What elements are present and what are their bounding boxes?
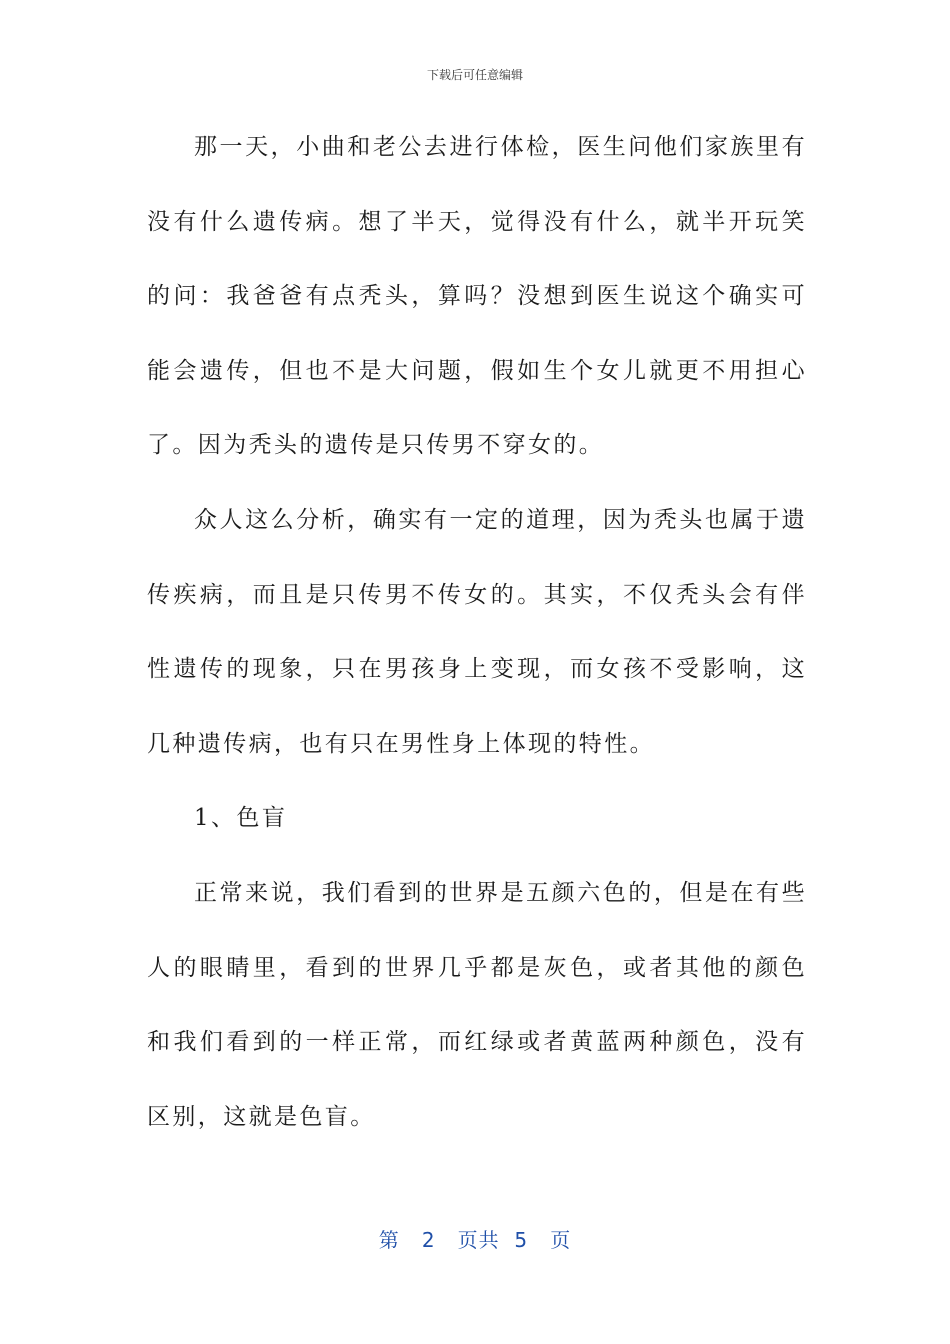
document-body — [147, 110, 807, 1154]
footer-prefix: 第 — [378, 1228, 400, 1252]
footer-middle: 页共 — [457, 1228, 500, 1252]
current-page-number: 2 — [421, 1228, 436, 1252]
paragraph: 众人这么分析，确实有一定的道理，因为秃头也属于遗传疾病，而且是只传男不传女的。其实，不仅秃头会有伴性遗传的现象，只在男孩身上变现，而女孩不受影响，这几种遗传病，也有只在男性身上体现的特性。 — [147, 506, 807, 757]
paragraph: 那一天，小曲和老公去进行体检，医生问他们家族里有没有什么遗传病。想了半天，觉得没有什么，就半开玩笑的问：我爸爸有点秃头，算吗？没想到医生说这个确实可能会遗传，但也不是大问题，假如生个女儿就更不用担心了。因为秃头的遗传是只传男不穿女的。 — [147, 134, 807, 459]
section-heading: 1、色盲 — [194, 805, 288, 832]
header-note: 下载后可任意编辑 — [426, 68, 523, 82]
footer-suffix: 页 — [550, 1228, 572, 1252]
total-page-count: 5 — [514, 1228, 529, 1252]
paragraph: 正常来说，我们看到的世界是五颜六色的，但是在有些人的眼睛里，看到的世界几乎都是灰色，或者其他的颜色和我们看到的一样正常，而红绿或者黄蓝两种颜色，没有区别，这就是色盲。 — [147, 879, 807, 1130]
page-number-footer — [0, 1224, 950, 1253]
